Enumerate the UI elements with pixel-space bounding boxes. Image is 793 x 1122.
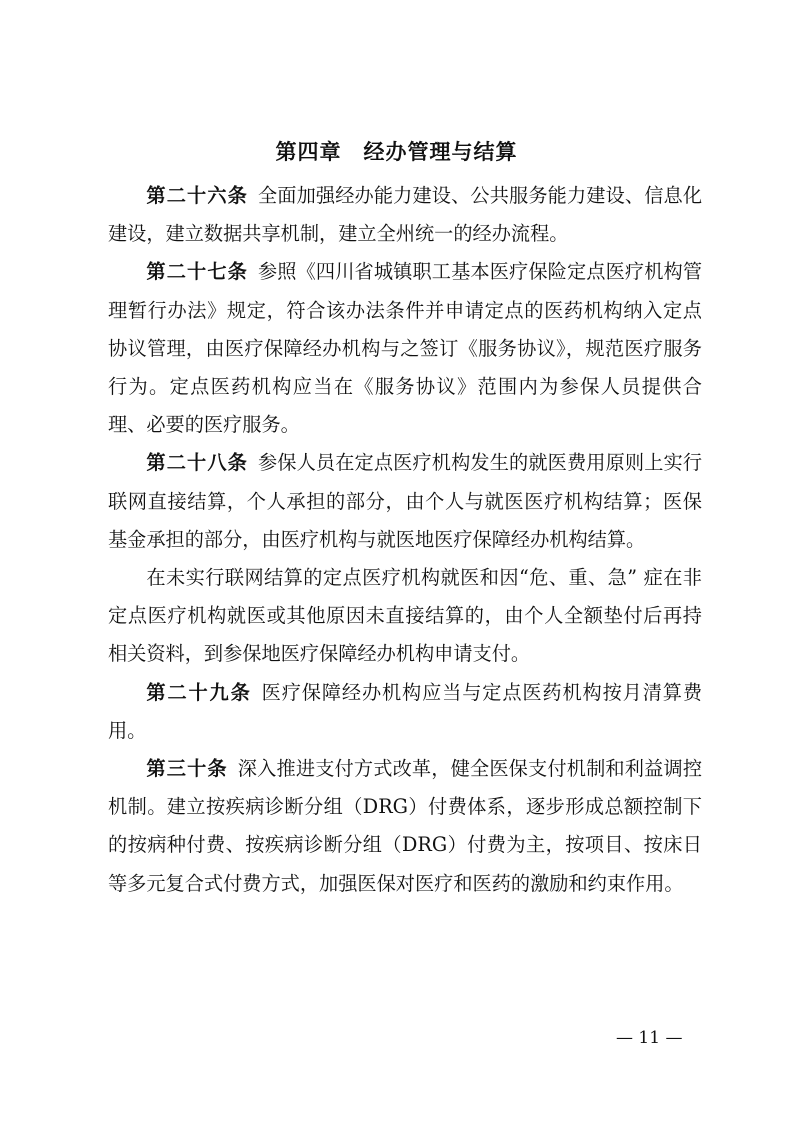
article-label: 第三十条 — [146, 757, 228, 781]
article-27-paragraph — [108, 253, 702, 444]
article-28-paragraph — [108, 444, 702, 559]
article-text: 医疗保障经办机构应当与定点医药机构按月清算费用。 — [108, 680, 703, 742]
page-number: — 11 — — [616, 1028, 683, 1048]
article-label: 第二十九条 — [146, 680, 252, 704]
article-text: 参照《四川省城镇职工基本医疗保险定点医疗机构管理暂行办法》规定，符合该办法条件并申请定点的医药机构纳入定点协议管理，由医疗保障经办机构与之签订《服务协议》，规范医疗服务行为。定点医药机构应当在《服务协议》范围内为参保人员提供合理、必要的医疗服务。 — [108, 260, 703, 437]
body-text — [108, 177, 702, 903]
article-30-paragraph — [108, 750, 702, 903]
article-28-continuation-paragraph — [108, 559, 702, 674]
article-text: 深入推进支付方式改革，健全医保支付机制和利益调控机制。建立按疾病诊断分组（DRG）付费体系，逐步形成总额控制下的按病种付费、按疾病诊断分组（DRG）付费为主，按项目、按床日等多元复合式付费方式，加强医保对医疗和医药的激励和约束作用。 — [108, 757, 703, 895]
article-29-paragraph — [108, 674, 702, 750]
article-label: 第二十八条 — [146, 451, 248, 475]
chapter-title: 第四章 经办管理与结算 — [275, 140, 518, 164]
article-text: 参保人员在定点医疗机构发生的就医费用原则上实行联网直接结算，个人承担的部分，由个人与就医医疗机构结算；医保基金承担的部分，由医疗机构与就医地医疗保障经办机构结算。 — [108, 451, 703, 551]
article-text: 全面加强经办能力建设、公共服务能力建设、信息化建设，建立数据共享机制，建立全州统一的经办流程。 — [108, 184, 703, 246]
article-label: 第二十七条 — [146, 260, 248, 284]
article-label: 第二十六条 — [146, 184, 248, 207]
article-26-paragraph — [108, 177, 702, 253]
article-text: 在未实行联网结算的定点医疗机构就医和因“危、重、急” 症在非定点医疗机构就医或其他原因未直接结算的，由个人全额垫付后再持相关资料，到参保地医疗保障经办机构申请支付。 — [108, 566, 702, 666]
